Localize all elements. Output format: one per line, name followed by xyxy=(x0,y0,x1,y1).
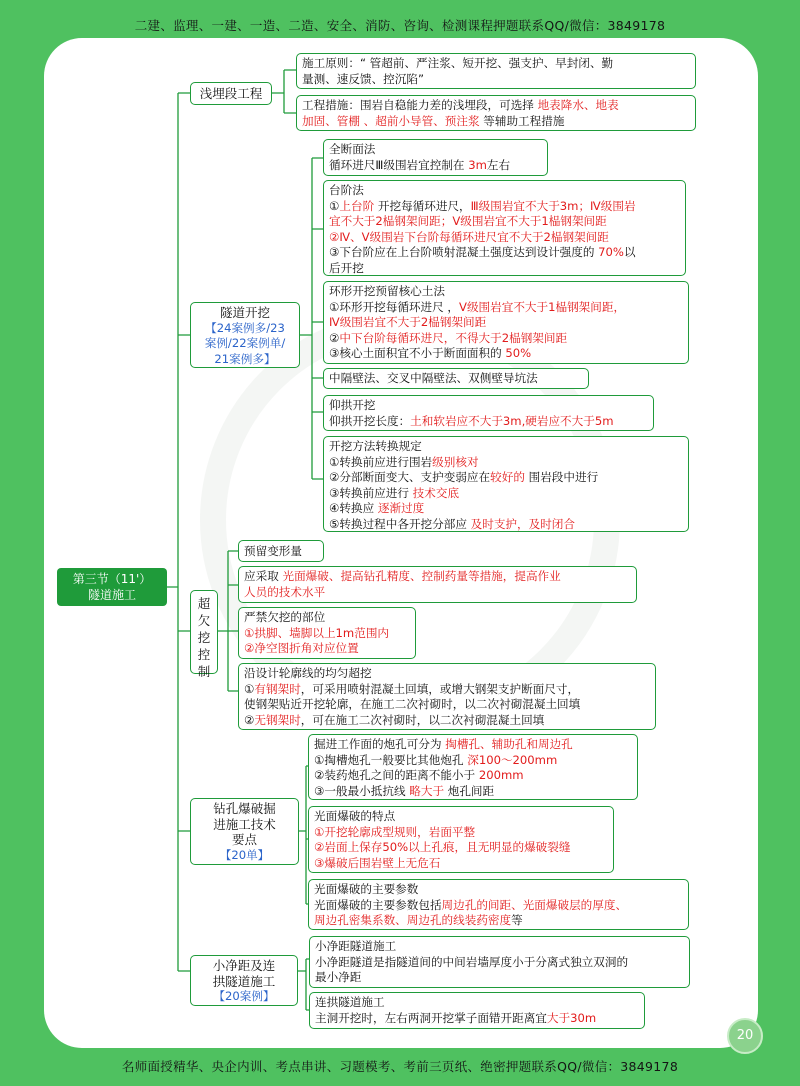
node-qianmai-principle xyxy=(296,53,696,89)
node-zhuanhuan: 开挖方法转换规定 ①转换前应进行围岩级别核对 ②分部断面变大、支护变弱应在较好的 围岩段中进行 ③转换前应进行 技术交底 ④转换应 逐渐过度 ⑤转换过程中各开挖分部应 及时支护，及时闭合 xyxy=(323,436,689,532)
principle-line-2: 量测、速反馈、控沉陷” xyxy=(302,71,424,86)
node-xiaojingju: 小净距及连 拱隧道施工 【20案例】 xyxy=(190,955,298,1006)
node-taijie: 台阶法 ①上台阶 开挖每循环进尺，Ⅲ级围岩宜不大于3m；Ⅳ级围岩 宜不大于2榀钢架间距；Ⅴ级围岩宜不大于1榀钢架间距 ②Ⅳ、Ⅴ级围岩下台阶每循环进尺宜不大于2榀钢架间距 ③下台阶应在上台阶喷射混凝土强度达到设计强度的 70%以 后开挖 xyxy=(323,180,686,276)
node-yanshe: 沿设计轮廓线的均匀超挖 ①有钢架时，可采用喷射混凝土回填，或增大钢架支护断面尺寸， 使钢架贴近开挖轮廓，在施工二次衬砌时，以二次衬砌混凝土回填 ②无钢架时，可在施工二次衬砌时，以二次衬砌混凝土回填 xyxy=(238,663,656,730)
node-zuankong: 钻孔爆破掘 进施工技术 要点 【20单】 xyxy=(190,798,299,865)
section-root-node xyxy=(57,568,167,606)
measures-line-2: 加固、管棚 、超前小导管、预注浆 等辅助工程措施 xyxy=(302,113,565,128)
node-quanduan: 全断面法 循环进尺Ⅲ级围岩宜控制在 3m左右 xyxy=(323,139,548,176)
node-chaoqian: 超欠挖控制 xyxy=(190,590,218,674)
node-yuliu: 预留变形量 xyxy=(238,540,324,562)
footer-banner: 名师面授精华、央企内训、考点串讲、习题模考、考前三页纸、绝密押题联系QQ/微信：3849178 xyxy=(121,1059,679,1074)
node-paokong: 掘进工作面的炮孔可分为 掏槽孔、辅助孔和周边孔 ①掏槽炮孔一般要比其他炮孔 深100～200mm ②装药炮孔之间的距离不能小于 200mm ③一般最小抵抗线 略大于 炮孔间距 xyxy=(308,734,638,800)
node-yanjin: 严禁欠挖的部位 ①拱脚、墙脚以上1m范围内 ②净空图折角对应位置 xyxy=(238,607,416,659)
node-huanxing: 环形开挖预留核心土法 ①环形开挖每循环进尺 ，Ⅴ级围岩宜不大于1榀钢架间距， Ⅳ级围岩宜不大于2榀钢架间距 ②中下台阶每循环进尺，不得大于2榀钢架间距 ③核心土面积宜不小于断面面积的 50% xyxy=(323,281,689,364)
node-suidao: 隧道开挖 【24案例多/23 案例/22案例单/ 21案例多】 xyxy=(190,302,300,368)
node-zhonggebi: 中隔壁法、交叉中隔壁法、双侧壁导坑法 xyxy=(323,368,589,389)
node-qianmai: 浅埋段工程 xyxy=(190,82,272,105)
page-number-badge: 20 xyxy=(727,1018,763,1054)
suidao-cases: 【24案例多/23 xyxy=(205,320,285,335)
zuankong-cases: 【20单】 xyxy=(219,847,270,862)
node-yanggong: 仰拱开挖 仰拱开挖长度：土和软岩应不大于3m,硬岩应不大于5m xyxy=(323,395,654,431)
node-caiqu: 应采取 光面爆破、提高钻孔精度、控制药量等措施，提高作业 人员的技术水平 xyxy=(238,566,637,603)
node-canshu: 光面爆破的主要参数 光面爆破的主要参数包括周边孔的间距、光面爆破层的厚度、 周边孔密集系数、周边孔的线装药密度等 xyxy=(308,879,689,930)
root-subtitle: 隧道施工 xyxy=(87,588,136,602)
principle-line-1: 施工原则：“ 管超前、严注浆、短开挖、强支护、早封闭、勤 xyxy=(302,56,614,70)
xiaojingju-cases: 【20案例】 xyxy=(213,989,275,1003)
header-banner: 二建、监理、一建、一造、二造、安全、消防、咨询、检测课程押题联系QQ/微信：3849178 xyxy=(134,18,666,33)
node-liangong: 连拱隧道施工 主洞开挖时，左右两洞开挖掌子面错开距离宜大于30m xyxy=(309,992,645,1029)
node-xiao: 小净距隧道施工 小净距隧道是指隧道间的中间岩墙厚度小于分离式独立双洞的 最小净距 xyxy=(309,936,690,988)
node-qianmai-measures xyxy=(296,95,696,131)
root-title: 第三节（11'） xyxy=(72,572,152,586)
node-tedian: 光面爆破的特点 ①开挖轮廓成型规则，岩面平整 ②岩面上保存50%以上孔痕，且无明显的爆破裂缝 ③爆破后围岩壁上无危石 xyxy=(308,806,614,873)
measures-line-1: 工程措施：围岩自稳能力差的浅埋段，可选择 地表降水、地表 xyxy=(302,98,619,112)
